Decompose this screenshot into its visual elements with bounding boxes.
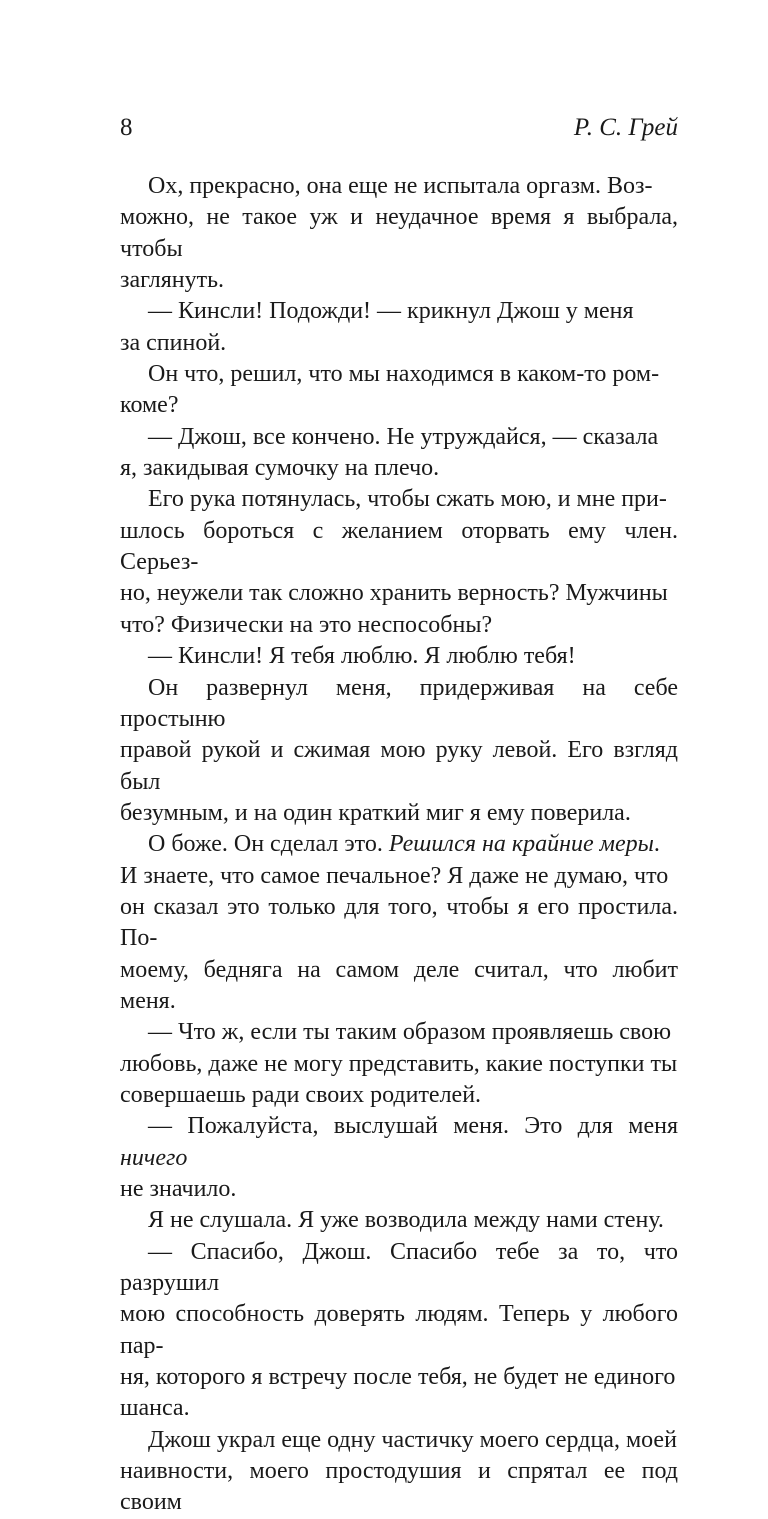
text-line: Его рука потянулась, чтобы сжать мою, и мне при- bbox=[148, 486, 667, 513]
text-line: — Кинсли! Я тебя люблю. Я люблю тебя! bbox=[148, 643, 576, 670]
text-line: — Джош, все кончено. Не утруждайся, — сказала bbox=[148, 423, 659, 450]
text-line: — Что ж, если ты таким образом проявляешь свою bbox=[148, 1019, 672, 1046]
running-title-author: Р. С. Грей bbox=[573, 114, 678, 141]
paragraph bbox=[120, 422, 678, 485]
text-line bbox=[148, 831, 660, 857]
text-line: Ох, прекрасно, она еще не испытала оргазм. Воз- bbox=[148, 173, 653, 199]
text-line: ня, которого я встречу после тебя, не будет не единого bbox=[120, 1364, 676, 1391]
text-line bbox=[120, 1113, 678, 1170]
paragraph bbox=[120, 1205, 678, 1236]
paragraph bbox=[120, 171, 678, 296]
text-line: моему, бедняга на самом деле считал, что любит меня. bbox=[120, 956, 678, 1014]
text-run: О боже. Он сделал это. bbox=[148, 831, 389, 858]
text-run: — Пожалуйста, выслушай меня. Это для меня bbox=[148, 1113, 678, 1140]
text-line: что? Физически на это неспособны? bbox=[120, 611, 493, 638]
paragraph bbox=[120, 641, 678, 672]
text-line: правой рукой и сжимая мою руку левой. Его взгляд был bbox=[120, 737, 678, 795]
text-line: Он что, решил, что мы находимся в каком-то ром- bbox=[148, 361, 660, 388]
paragraph bbox=[120, 1425, 678, 1519]
text-line: за спиной. bbox=[120, 329, 227, 356]
text-line: И знаете, что самое печальное? Я даже не думаю, что bbox=[120, 862, 669, 889]
text-line: но, неужели так сложно хранить верность? Мужчины bbox=[120, 580, 668, 607]
paragraph bbox=[120, 1017, 678, 1111]
paragraph bbox=[120, 296, 678, 359]
text-line: не значило. bbox=[120, 1176, 237, 1202]
text-line: заглянуть. bbox=[120, 267, 225, 294]
text-line: наивности, моего простодушия и спрятал ее под своим bbox=[120, 1458, 678, 1516]
text-line: я, закидывая сумочку на плечо. bbox=[120, 455, 440, 482]
text-line: безумным, и на один краткий миг я ему поверила. bbox=[120, 799, 631, 826]
italic-emphasis: ничего bbox=[120, 1144, 188, 1171]
italic-emphasis: Решился на крайние меры bbox=[388, 831, 654, 858]
paragraph bbox=[120, 359, 678, 422]
text-line: совершаешь ради своих родителей. bbox=[120, 1081, 482, 1108]
text-line: Он развернул меня, придерживая на себе простыню bbox=[120, 674, 678, 732]
running-head bbox=[120, 112, 678, 144]
text-line: мою способность доверять людям. Теперь у любого пар- bbox=[120, 1301, 678, 1359]
body-text bbox=[120, 171, 678, 1519]
text-line: коме? bbox=[120, 392, 179, 419]
text-line: шлось бороться с желанием оторвать ему член. Серьез- bbox=[120, 517, 678, 576]
text-line: любовь, даже не могу представить, какие поступки ты bbox=[120, 1050, 678, 1077]
text-line: — Спасибо, Джош. Спасибо тебе за то, что разрушил bbox=[120, 1238, 678, 1297]
text-line: Я не слушала. Я уже возводила между нами стену. bbox=[148, 1207, 664, 1234]
text-line: — Кинсли! Подожди! — крикнул Джош у меня bbox=[148, 298, 634, 325]
text-line: шанса. bbox=[120, 1395, 190, 1422]
text-line: Джош украл еще одну частичку моего сердца, моей bbox=[148, 1426, 677, 1453]
paragraph bbox=[120, 673, 678, 830]
text-run: . bbox=[653, 831, 660, 858]
paragraph bbox=[120, 1111, 678, 1205]
text-line: он сказал это только для того, чтобы я его простила. По- bbox=[120, 893, 678, 952]
paragraph bbox=[120, 484, 678, 641]
paragraph bbox=[120, 829, 678, 1017]
paragraph bbox=[120, 1237, 678, 1425]
page-number: 8 bbox=[120, 114, 133, 141]
text-line: можно, не такое уж и неудачное время я выбрала, чтобы bbox=[120, 204, 678, 262]
